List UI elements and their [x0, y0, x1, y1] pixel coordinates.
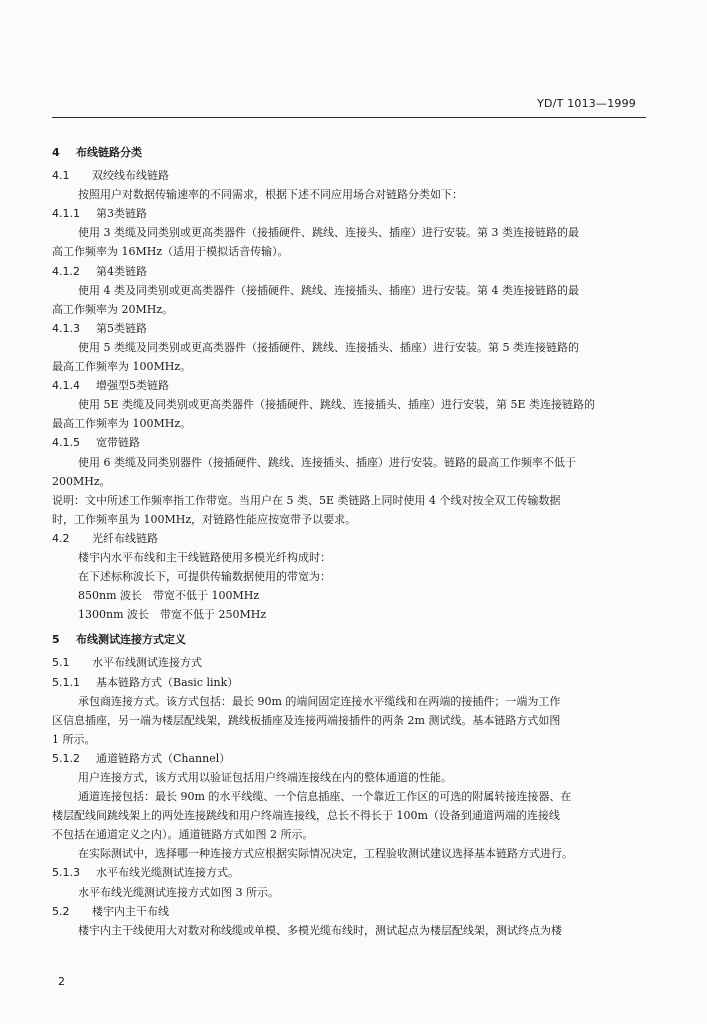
line-text: 不包括在通道定义之内）。通道链路方式如图 2 所示。	[52, 828, 314, 842]
paragraph-line	[52, 453, 646, 472]
line-text: 光纤布线链路	[92, 531, 158, 545]
paragraph-continuation	[52, 510, 646, 529]
subsection-heading	[52, 319, 646, 338]
line-text: 时，工作频率虽为 100MHz，对链路性能应按宽带予以要求。	[52, 512, 357, 526]
section-number: 4.1.1	[52, 207, 80, 221]
line-text: 高工作频率为 16MHz（适用于模拟话音传输）。	[52, 245, 289, 259]
paragraph-continuation	[52, 414, 646, 433]
line-text: 使用 3 类缆及同类别或更高类器件（接插硬件、跳线、连接头、插座）进行安装。第 3 类连接链路的最	[78, 226, 579, 240]
line-text: 双绞线布线链路	[92, 169, 169, 183]
section-number: 5	[52, 633, 60, 647]
document-body	[52, 137, 646, 940]
paragraph-line	[52, 185, 646, 204]
line-text: 楼宇内水平布线和主干线链路使用多模光纤构成时：	[78, 550, 331, 564]
section-number: 5.1.2	[52, 751, 80, 765]
paragraph-line	[52, 548, 646, 567]
line-text: 使用 6 类缆及同类别器件（接插硬件、跳线、连接插头、插座）进行安装。链路的最高工作频率不低于	[78, 455, 576, 469]
subsection-heading	[52, 673, 646, 692]
line-text: 楼宇内主干线使用大对数对称线缆或单模、多模光缆布线时，测试起点为楼层配线架，测试终点为楼	[78, 923, 562, 937]
subsection-heading	[52, 653, 646, 672]
line-text: 第3类链路	[96, 207, 147, 221]
line-text: 使用 5 类缆及同类别或更高类器件（接插硬件、跳线、连接插头、插座）进行安装。第 5 类连接链路的	[78, 340, 579, 354]
paragraph-continuation	[52, 242, 646, 261]
line-text: 通道链路方式（Channel）	[96, 751, 231, 765]
line-text: 通道连接包括：最长 90m 的水平线缆、一个信息插座、一个靠近工作区的可选的附属转接连接器、在	[78, 790, 572, 804]
line-text: 1 所示。	[52, 732, 96, 746]
subsection-heading	[52, 749, 646, 768]
paragraph-line	[52, 605, 646, 624]
paragraph-line	[52, 281, 646, 300]
paragraph-continuation	[52, 730, 646, 749]
subsection-heading	[52, 204, 646, 223]
line-text: 1300nm 波长 带宽不低于 250MHz	[78, 608, 267, 622]
subsection-heading	[52, 433, 646, 452]
line-text: 水平布线光缆测试连接方式如图 3 所示。	[78, 885, 279, 899]
paragraph-continuation	[52, 491, 646, 510]
line-text: 200MHz。	[52, 474, 111, 488]
line-text: 增强型5类链路	[96, 379, 169, 393]
section-number: 5.2	[52, 904, 70, 918]
line-text: 布线测试连接方式定义	[76, 633, 186, 647]
paragraph-line	[52, 883, 646, 902]
paragraph-line	[52, 395, 646, 414]
line-text: 第5类链路	[96, 321, 147, 335]
line-text: 高工作频率为 20MHz。	[52, 302, 174, 316]
section-heading	[52, 630, 646, 649]
line-text: 区信息插座，另一端为楼层配线架，跳线板插座及连接两端接插件的两条 2m 测试线。基本链路方式如图	[52, 713, 561, 727]
section-number: 4	[52, 146, 60, 159]
line-text: 使用 5E 类缆及同类别或更高类器件（接插硬件、跳线、连接插头、插座）进行安装，第 5E 类连接链路的	[78, 398, 596, 412]
section-number: 4.1.4	[52, 379, 80, 393]
paragraph-line	[52, 921, 646, 940]
line-text: 水平布线光缆测试连接方式。	[96, 866, 239, 880]
line-text: 在实际测试中，选择哪一种连接方式应根据实际情况决定，工程验收测试建议选择基本链路方式进行。	[78, 847, 573, 861]
paragraph-line	[52, 567, 646, 586]
paragraph-line	[52, 692, 646, 711]
header-rule	[52, 117, 646, 118]
line-text: 承包商连接方式。该方式包括：最长 90m 的端间固定连接水平缆线和在两端的接插件；一端为工作	[78, 694, 561, 708]
line-text: 说明：文中所述工作频率指工作带宽。当用户在 5 类、5E 类链路上同时使用 4 个线对按全双工传输数据	[52, 493, 561, 507]
page-number: 2	[58, 975, 65, 988]
paragraph-line	[52, 223, 646, 242]
section-number: 4.2	[52, 531, 70, 545]
paragraph-line	[52, 768, 646, 787]
paragraph-line	[52, 586, 646, 605]
line-text: 在下述标称波长下，可提供传输数据使用的带宽为：	[78, 570, 331, 584]
section-heading	[52, 143, 646, 162]
section-number: 4.1.3	[52, 321, 80, 335]
section-number: 4.1.5	[52, 436, 80, 450]
paragraph-line	[52, 787, 646, 806]
standard-code: YD/T 1013—1999	[537, 97, 636, 110]
subsection-heading	[52, 166, 646, 185]
subsection-heading	[52, 863, 646, 882]
line-text: 最高工作频率为 100MHz。	[52, 360, 192, 374]
line-text: 基本链路方式（Basic link）	[96, 675, 239, 689]
subsection-heading	[52, 376, 646, 395]
section-number: 4.1	[52, 169, 70, 183]
line-text: 楼宇内主干布线	[92, 904, 169, 918]
line-text: 使用 4 类及同类别或更高类器件（接插硬件、跳线、连接插头、插座）进行安装。第 4 类连接链路的最	[78, 283, 579, 297]
paragraph-continuation	[52, 472, 646, 491]
subsection-heading	[52, 262, 646, 281]
paragraph-continuation	[52, 357, 646, 376]
paragraph-continuation	[52, 825, 646, 844]
paragraph-continuation	[52, 711, 646, 730]
subsection-heading	[52, 529, 646, 548]
line-text: 布线链路分类	[76, 146, 142, 159]
line-text: 水平布线测试连接方式	[92, 656, 202, 670]
paragraph-continuation	[52, 300, 646, 319]
section-number: 5.1.1	[52, 675, 80, 689]
section-number: 4.1.2	[52, 264, 80, 278]
subsection-heading	[52, 902, 646, 921]
line-text: 850nm 波长 带宽不低于 100MHz	[78, 589, 260, 603]
paragraph-line	[52, 338, 646, 357]
line-text: 用户连接方式，该方式用以验证包括用户终端连接线在内的整体通道的性能。	[78, 771, 452, 784]
section-number: 5.1.3	[52, 866, 80, 880]
line-text: 按照用户对数据传输速率的不同需求，根据下述不同应用场合对链路分类如下：	[78, 188, 463, 202]
line-text: 第4类链路	[96, 264, 147, 278]
line-text: 楼层配线间跳线架上的两处连接跳线和用户终端连接线，总长不得长于 100m（设备到通道两端的连接线	[52, 809, 560, 823]
line-text: 最高工作频率为 100MHz。	[52, 417, 192, 431]
line-text: 宽带链路	[96, 436, 140, 450]
paragraph-continuation	[52, 806, 646, 825]
paragraph-line	[52, 844, 646, 863]
section-number: 5.1	[52, 656, 70, 670]
